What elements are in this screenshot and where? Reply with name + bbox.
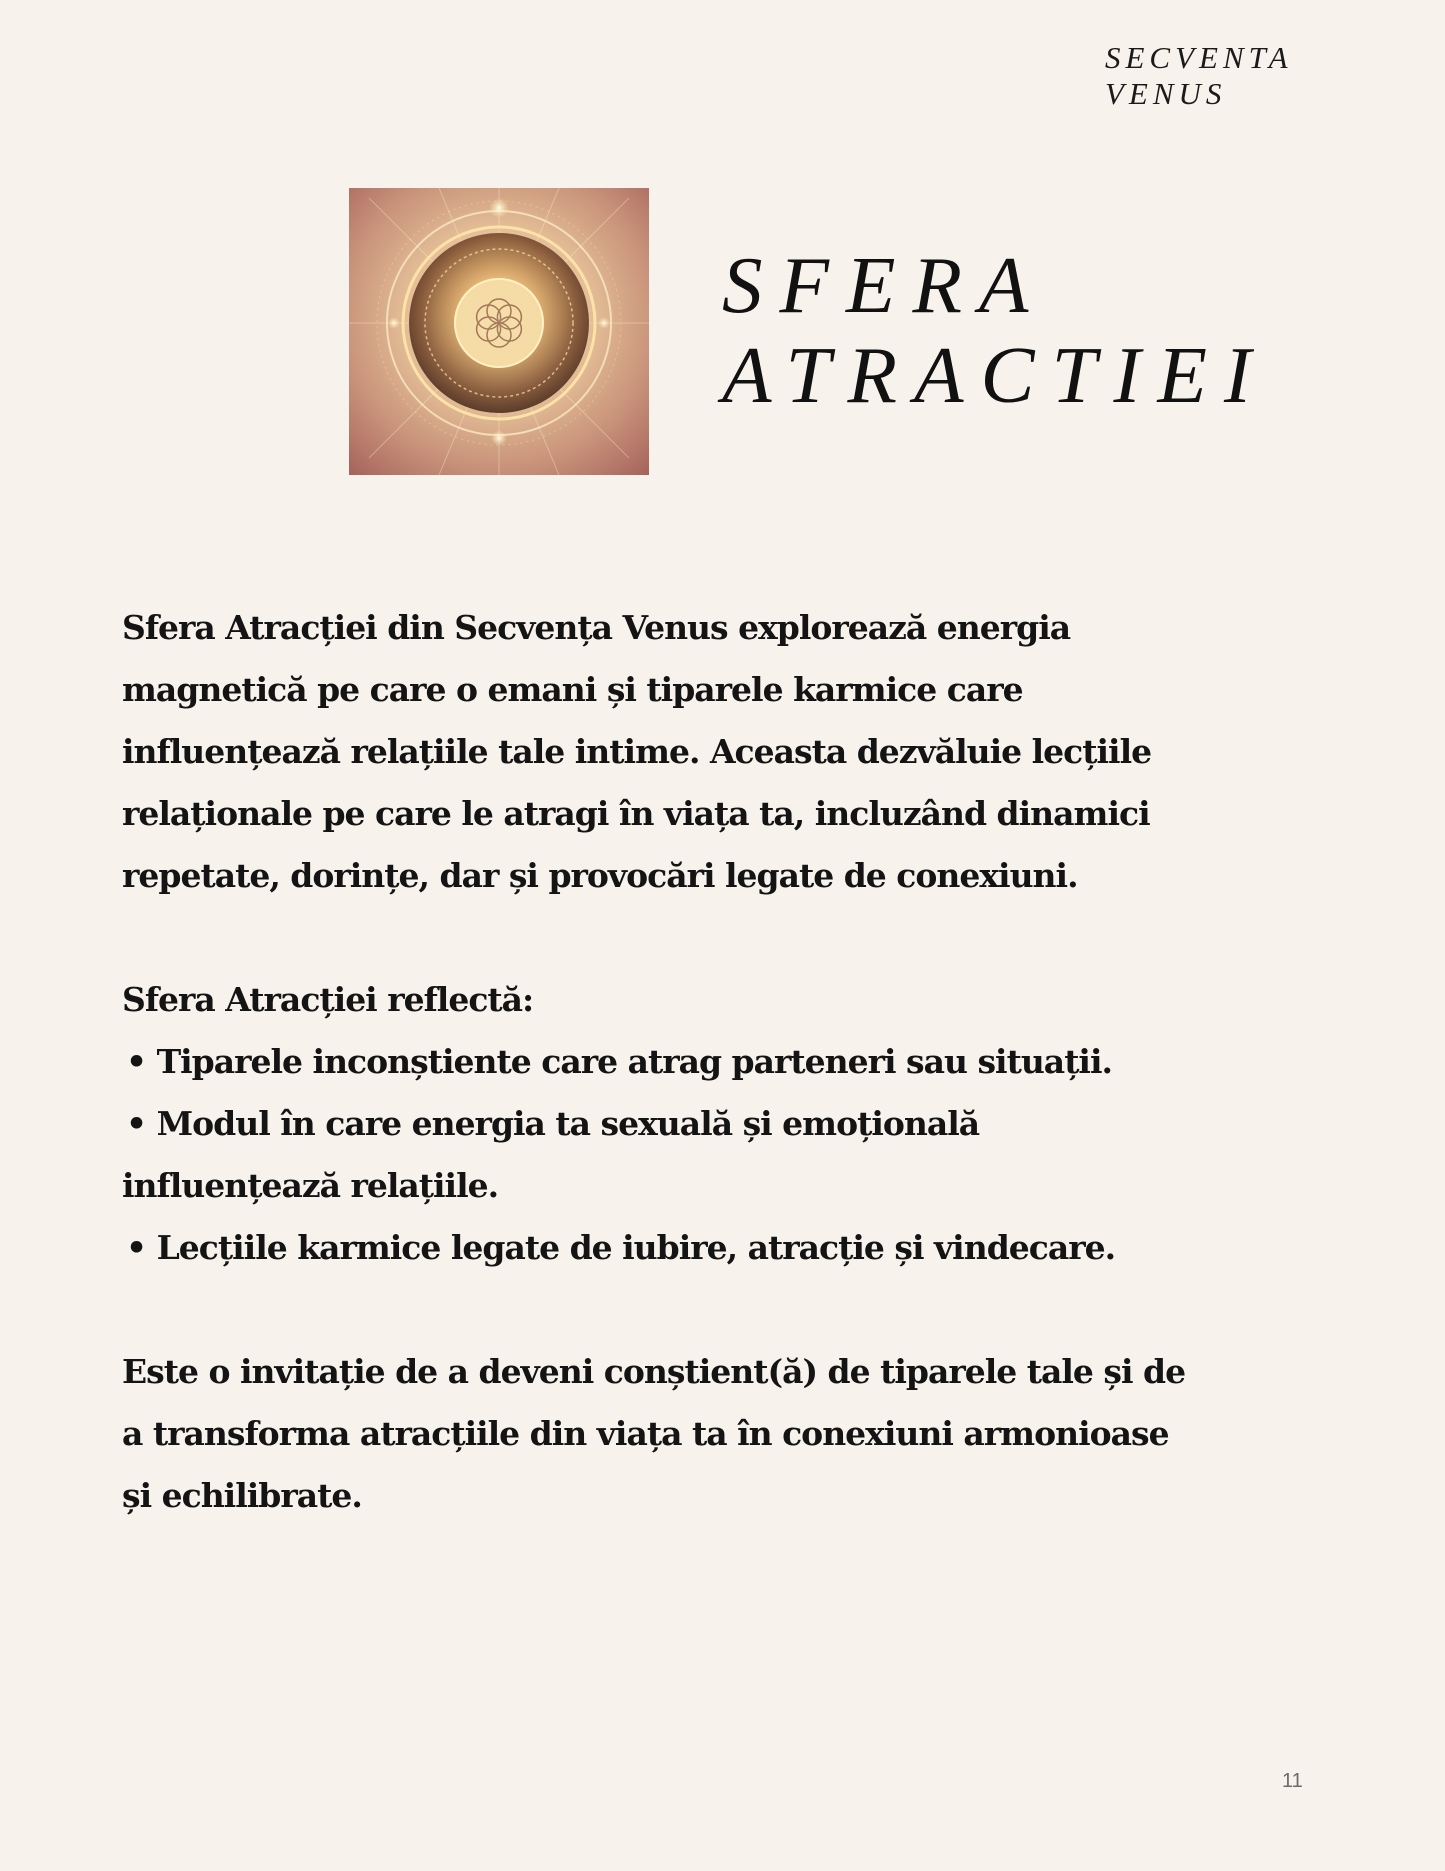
mandala-sphere-image	[349, 188, 649, 475]
closing-line: și echilibrate.	[122, 1476, 362, 1515]
page-title-line2: ATRACTIEI	[722, 330, 1268, 420]
paragraph-spacer	[122, 907, 1222, 969]
intro-line: relaționale pe care le atragi în viața ta, incluzând dinamici	[122, 794, 1150, 833]
page-number: 11	[1282, 1770, 1303, 1792]
page-title-line1: SFERA	[722, 240, 1046, 330]
reflects-bullet-2-continuation: influențează relațiile.	[122, 1166, 499, 1205]
header-label	[1105, 40, 1425, 112]
intro-line: Sfera Atracției din Secvența Venus explorează energia	[122, 608, 1071, 647]
paragraph-spacer	[122, 1279, 1222, 1341]
reflects-bullet-2: • Modul în care energia ta sexuală și emoțională	[126, 1104, 980, 1143]
reflects-heading: Sfera Atracției reflectă:	[122, 980, 534, 1019]
intro-line: magnetică pe care o emani și tiparele karmice care	[122, 670, 1023, 709]
reflects-bullet-1: • Tiparele inconștiente care atrag parteneri sau situații.	[126, 1042, 1112, 1081]
intro-line: influențează relațiile tale intime. Aceasta dezvăluie lecțiile	[122, 732, 1152, 771]
closing-line: Este o invitație de a deveni conștient(ă) de tiparele tale și de	[122, 1352, 1186, 1391]
header-label-line1: SECVENTA	[1105, 40, 1293, 75]
closing-line: a transforma atracțiile din viața ta în conexiuni armonioase	[122, 1414, 1169, 1453]
reflects-bullet-3: • Lecțiile karmice legate de iubire, atracție și vindecare.	[126, 1228, 1116, 1267]
intro-line: repetate, dorințe, dar și provocări legate de conexiuni.	[122, 856, 1078, 895]
page-title	[722, 240, 1422, 420]
golden-mandala-sphere-icon	[349, 188, 649, 475]
body-text	[122, 597, 1222, 1527]
header-label-line2: VENUS	[1105, 76, 1227, 111]
